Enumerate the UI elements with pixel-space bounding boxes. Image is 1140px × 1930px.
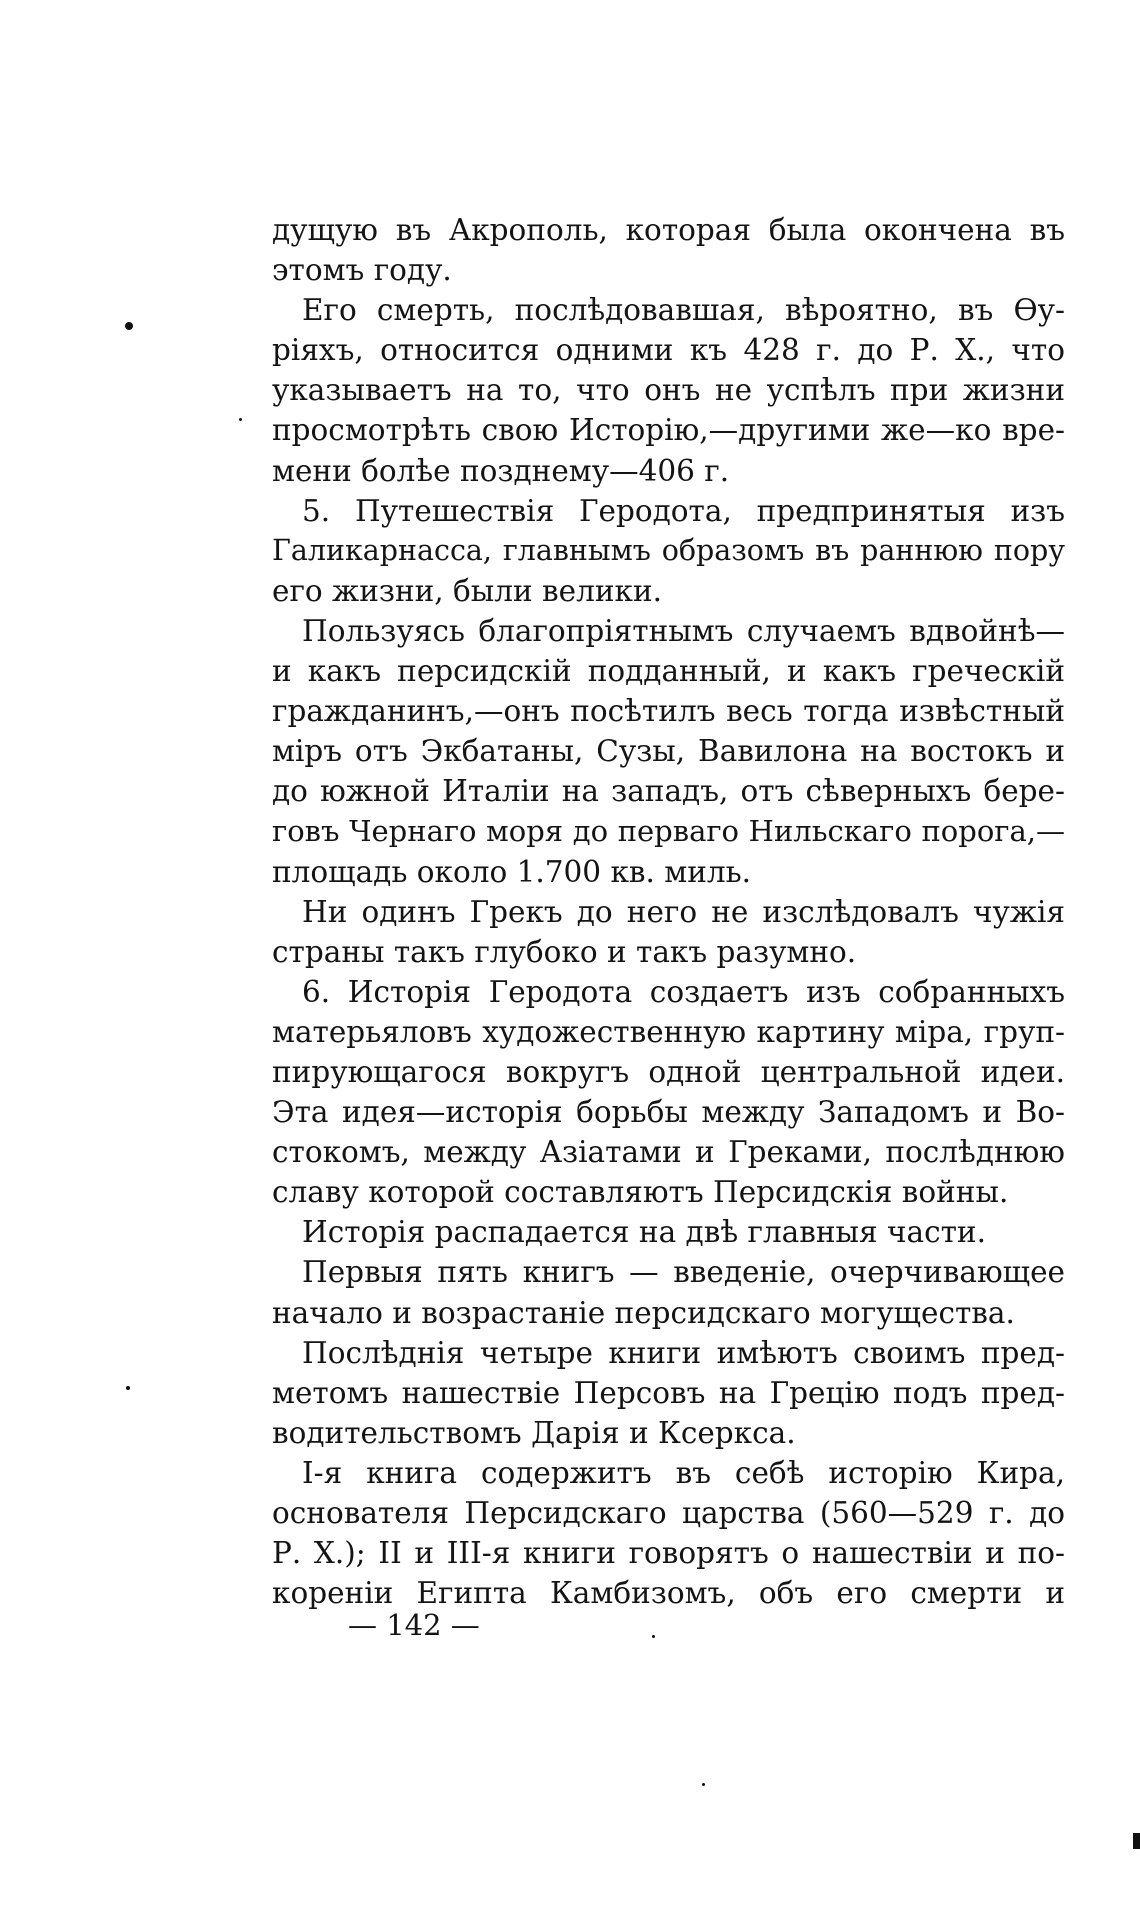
text-line: славу которой составляютъ Персидскія войны.	[272, 1175, 1009, 1210]
ink-speck	[239, 418, 242, 421]
text-line: 5. Путешествія Геродота, предпринятыя изъ	[302, 493, 1065, 528]
edge-mark	[1133, 1833, 1140, 1849]
text-line: площадь около 1.700 кв. миль.	[272, 854, 752, 889]
body-text	[272, 210, 1065, 1613]
text-line: Исторія распадается на двѣ главныя части.	[302, 1215, 986, 1250]
text-line: страны такъ глубоко и такъ разумно.	[272, 934, 857, 969]
text-line: до южной Италіи на западъ, отъ сѣверныхъ бере-	[272, 774, 1065, 809]
text-line: Эта идея—исторія борьбы между Западомъ и Во-	[272, 1095, 1065, 1130]
text-line: I-я книга содержитъ въ себѣ исторію Кира,	[302, 1455, 1065, 1490]
text-line: и какъ персидскій подданный, и какъ греческій	[272, 654, 1065, 689]
text-line: Галикарнасса, главнымъ образомъ въ раннюю пору	[272, 533, 1065, 567]
text-line: просмотрѣть свою Исторію,—другими же—ко вре-	[272, 413, 1065, 448]
text-line: водительствомъ Дарія и Ксеркса.	[272, 1415, 796, 1450]
text-line: дущую въ Акрополь, которая была окончена въ	[272, 213, 1065, 247]
ink-speck	[126, 1386, 130, 1390]
text-line: говъ Чернаго моря до перваго Нильскаго порога,—	[272, 814, 1065, 849]
text-line: Первыя пять книгъ — введеніе, очерчивающее	[302, 1255, 1065, 1290]
text-line: основателя Персидскаго царства (560—529 г. до	[272, 1496, 1065, 1530]
text-line: міръ отъ Экбатаны, Сузы, Вавилона на востокъ и	[272, 734, 1065, 769]
text-line: пирующагося вокругъ одной центральной идеи.	[272, 1054, 1065, 1089]
text-line: 6. Исторія Геродота создаетъ изъ собранныхъ	[302, 974, 1065, 1009]
text-line: его жизни, были велики.	[272, 573, 662, 608]
page-number: — 142 —	[348, 1608, 480, 1642]
text-line: Послѣднія четыре книги имѣютъ своимъ пред-	[302, 1335, 1065, 1370]
text-line: этомъ году.	[272, 253, 452, 288]
text-line: кореніи Египта Камбизомъ, объ его смерти и	[272, 1576, 1065, 1611]
text-line: указываетъ на то, что онъ не успѣлъ при жизни	[272, 373, 1065, 408]
text-line: начало и возрастаніе персидскаго могущества.	[272, 1295, 1015, 1330]
text-line: гражданинъ,—онъ посѣтилъ весь тогда извѣстный	[272, 694, 1065, 729]
ink-speck	[702, 1783, 705, 1786]
text-line: Его смерть, послѣдовавшая, вѣроятно, въ Ѳу-	[302, 293, 1065, 328]
text-line: ріяхъ, относится одними къ 428 г. до Р. X., что	[272, 333, 1065, 368]
text-line: Ни одинъ Грекъ до него не изслѣдовалъ чужія	[302, 894, 1065, 929]
ink-speck	[652, 1635, 655, 1638]
text-line: мени болѣе позднему—406 г.	[272, 453, 730, 488]
text-line: матерьяловъ художественную картину міра, груп-	[272, 1014, 1065, 1049]
text-line: метомъ нашествіе Персовъ на Грецію подъ пред-	[272, 1375, 1065, 1410]
text-line: стокомъ, между Азіатами и Греками, послѣднюю	[272, 1135, 1065, 1170]
text-line: Р. X.); II и III-я книги говорятъ о нашествіи и по-	[272, 1536, 1065, 1571]
text-line: Пользуясь благопріятнымъ случаемъ вдвойнѣ—	[302, 613, 1065, 648]
ink-speck	[125, 322, 133, 330]
